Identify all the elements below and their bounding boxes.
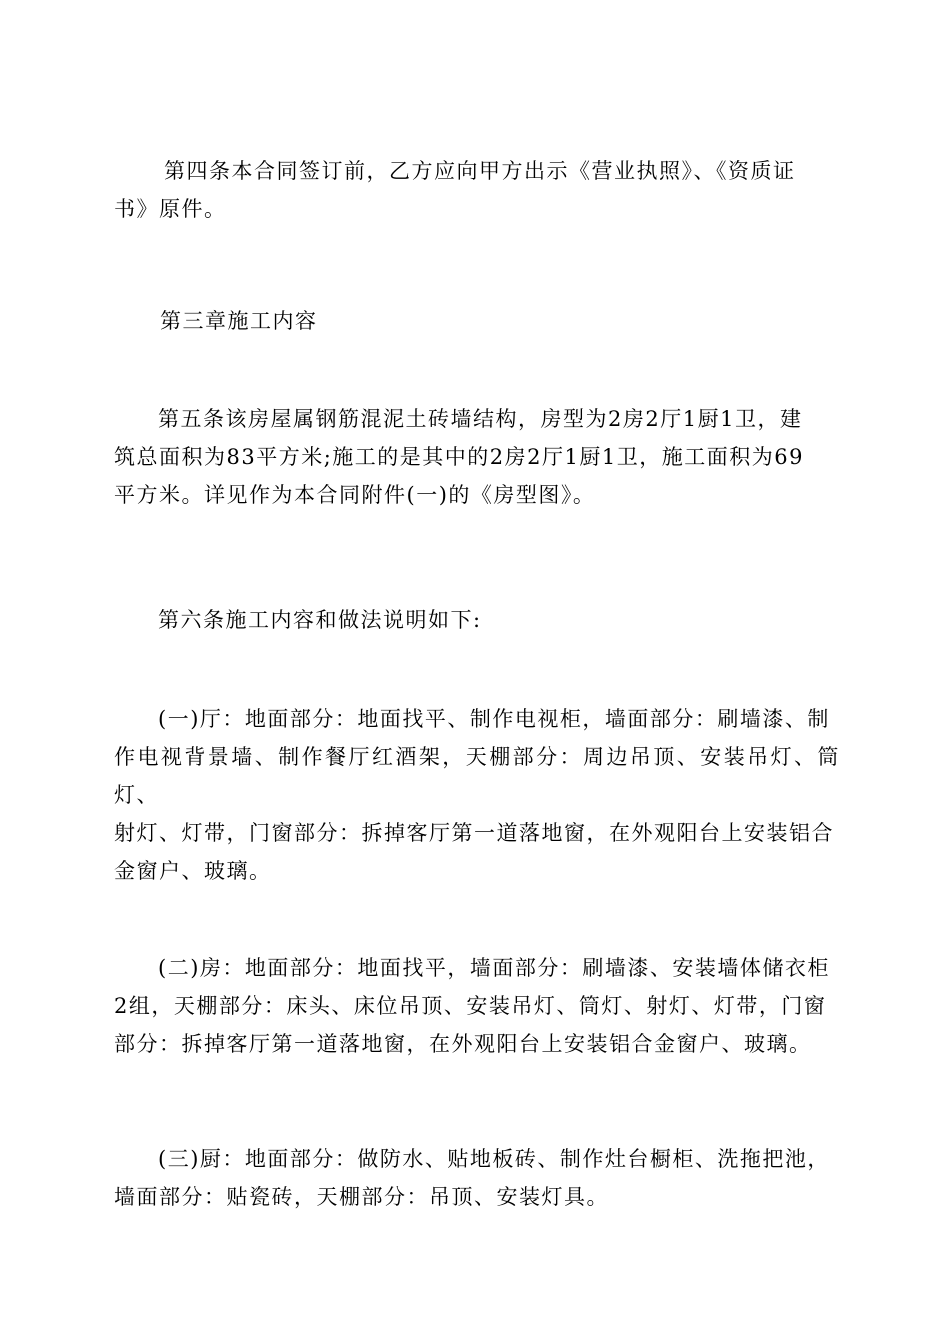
item-2-room-paragraph: (二)房：地面部分：地面找平，墙面部分：刷墙漆、安装墙体储衣柜 2组，天棚部分：床头、床位吊顶、安装吊灯、筒灯、射灯、灯带，门窗 部分：拆掉客厅第一道落地窗，在外观阳台上安装铝合金窗户、玻璃。	[114, 956, 830, 1056]
item-1-hall-paragraph: (一)厅：地面部分：地面找平、制作电视柜，墙面部分：刷墙漆、制 作电视背景墙、制作餐厅红酒架，天棚部分：周边吊顶、安装吊灯、筒灯、 射灯、灯带，门窗部分：拆掉客厅第一道落地窗，在外观阳台上安装铝合 金窗户、玻璃。	[114, 707, 840, 883]
article-6-paragraph: 第六条施工内容和做法说明如下:	[158, 608, 482, 632]
chapter-3-heading: 第三章施工内容	[160, 309, 318, 333]
item-3-kitchen-paragraph: (三)厨：地面部分：做防水、贴地板砖、制作灶台橱柜、洗拖把池， 墙面部分：贴瓷砖，天棚部分：吊顶、安装灯具。	[114, 1147, 830, 1209]
article-4-paragraph: 第四条本合同签订前，乙方应向甲方出示《营业执照》、《资质证 书》原件。	[114, 159, 796, 221]
article-5-paragraph: 第五条该房屋属钢筋混泥土砖墙结构，房型为2房2厅1厨1卫，建 筑总面积为83平方米;施工的是其中的2房2厅1厨1卫，施工面积为69 平方米。详见作为本合同附件(一)的《房型图》。	[114, 407, 804, 507]
